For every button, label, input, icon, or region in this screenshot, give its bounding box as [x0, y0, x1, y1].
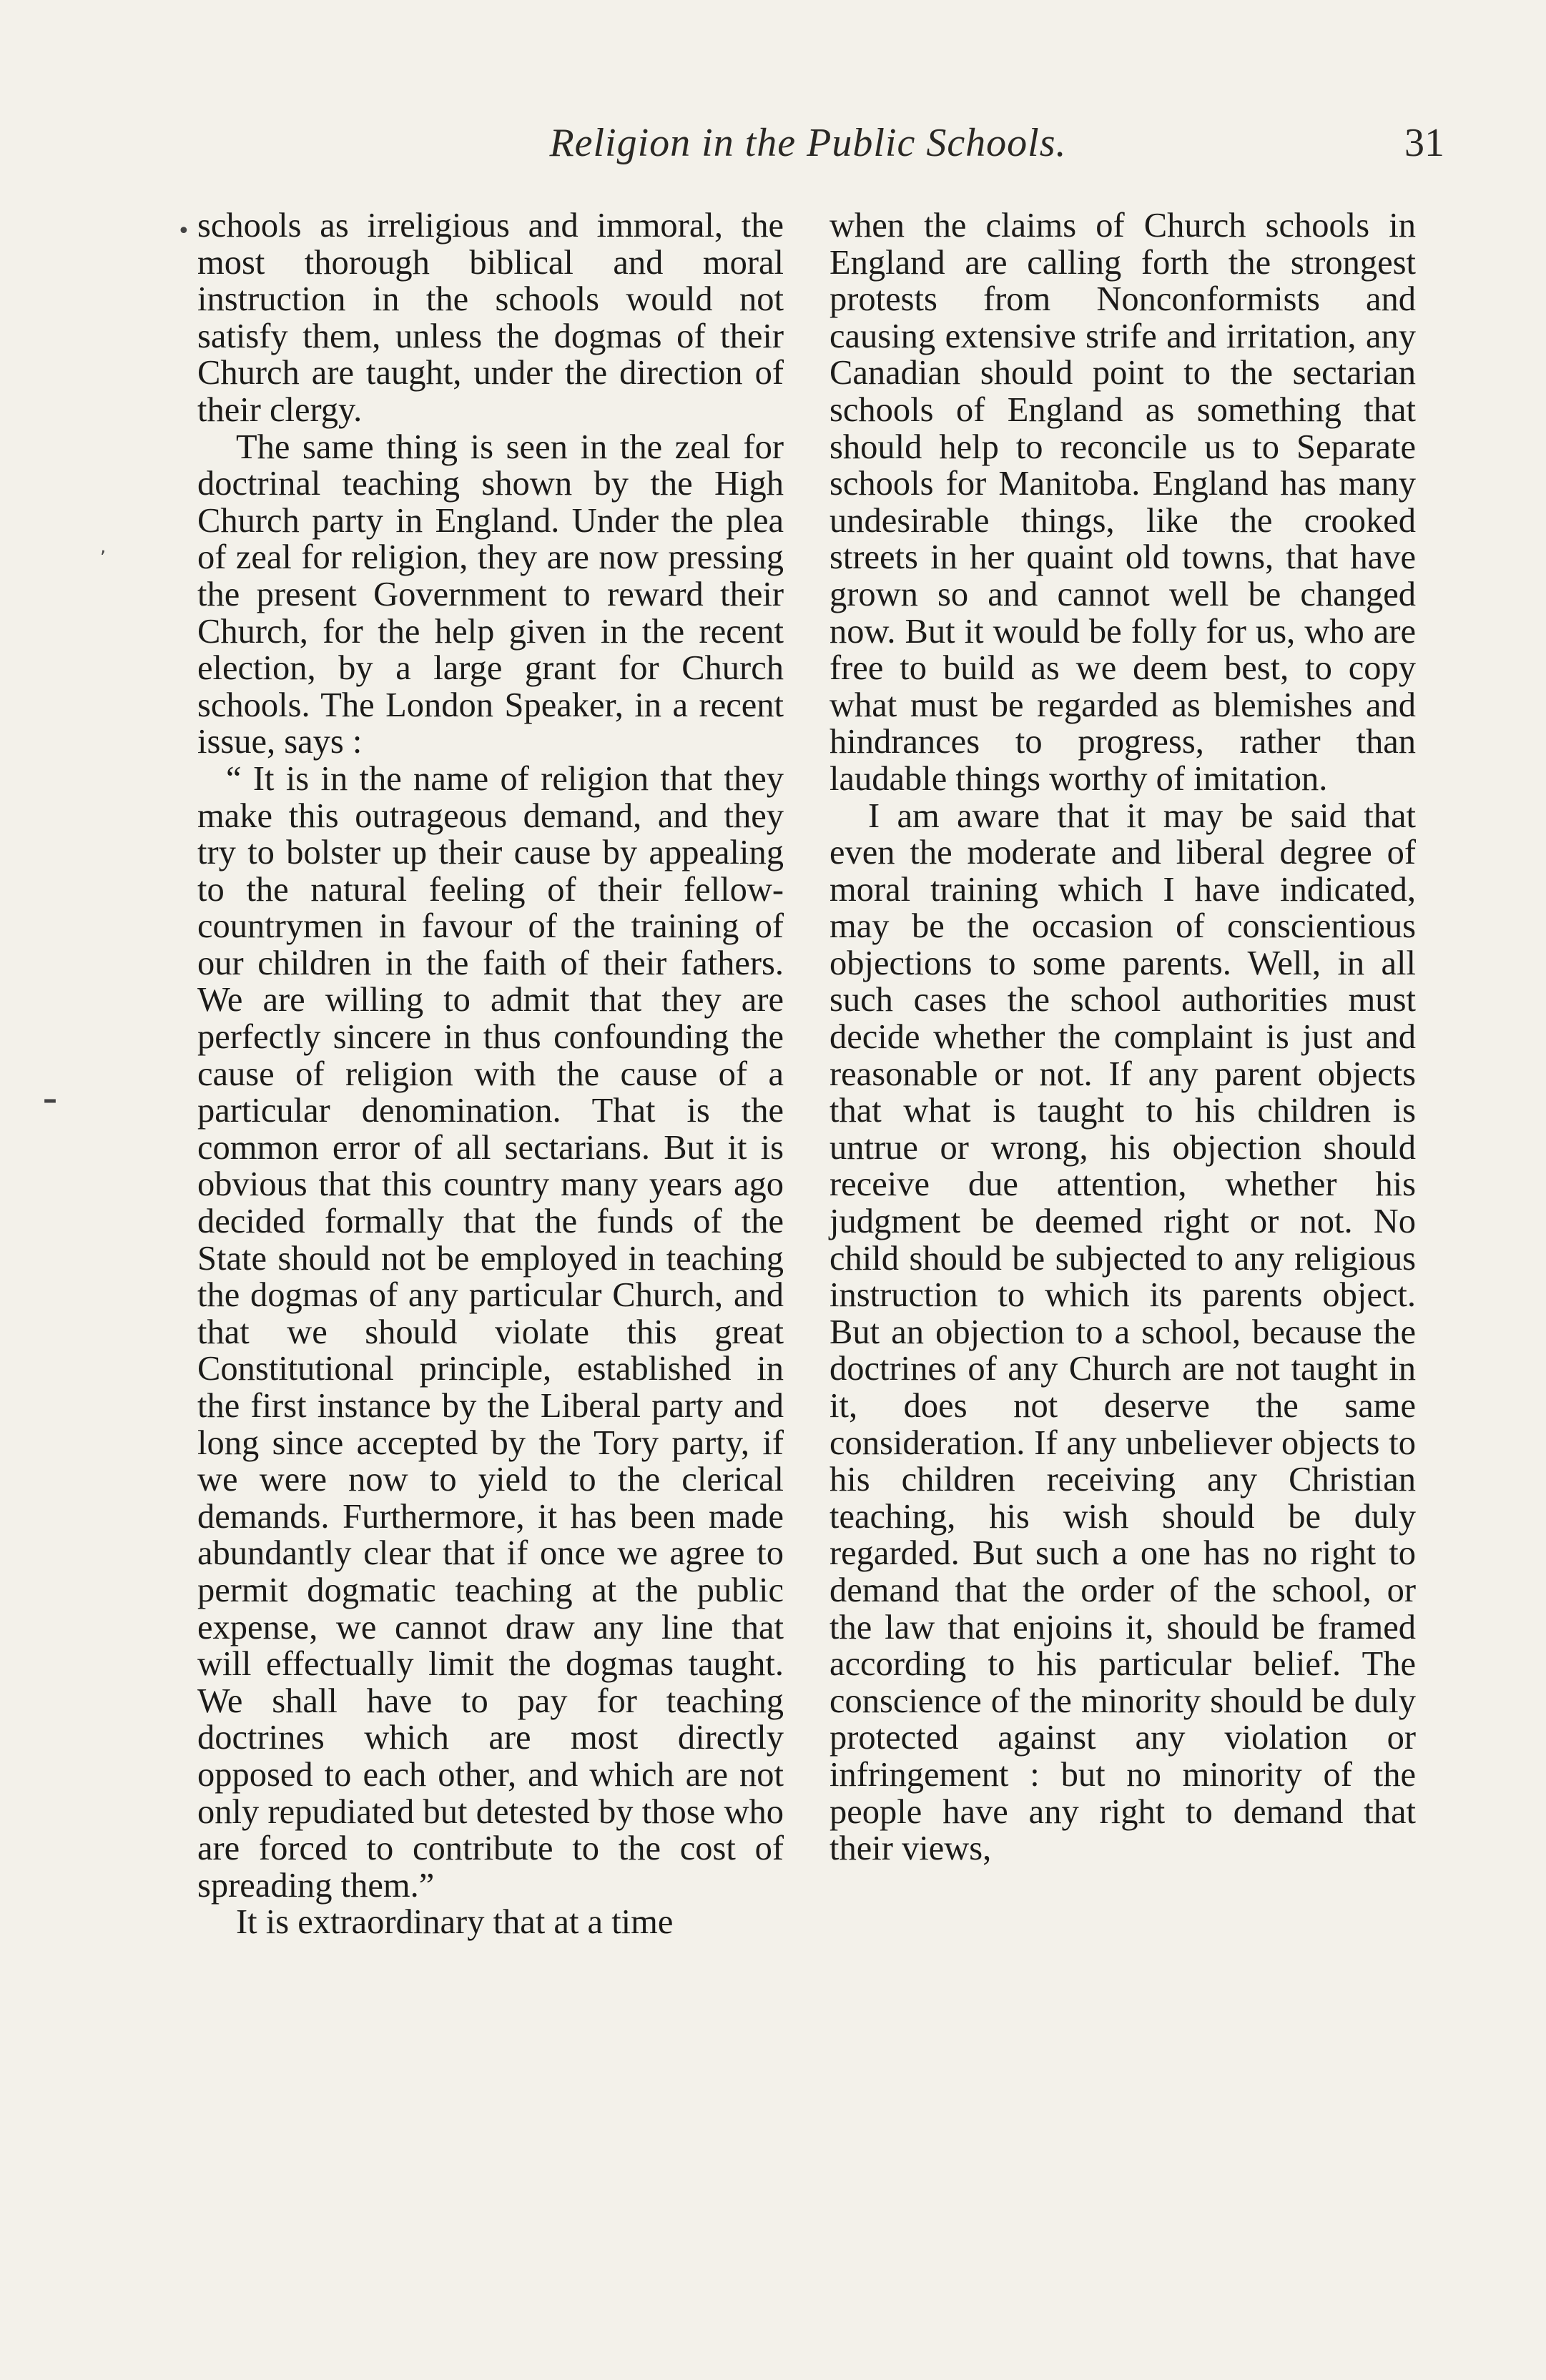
page-number: 31 — [1404, 121, 1444, 165]
paragraph: schools as irreligious and immoral, the most thorough biblical and moral instruction in the schools would not satisfy them, unless the dogmas of their Church are taught, under the direction of their clergy. — [197, 207, 784, 429]
paragraph: It is extraordinary that at a time — [236, 1903, 674, 1942]
margin-dash-mark: – — [43, 1083, 57, 1116]
print-speck-mark: • — [177, 219, 190, 244]
paragraph: I am aware that it may be said that even the moderate and liberal degree of moral training which I have indicated, may be the occasion of conscientious objections to some parents. Well, in all such cases the school authorities must decide whether the complaint is just and reasonable or not. If any parent objects that what is taught to his children is untrue or wrong, his objection should receive due attention, whether his judgment be deemed right or not. No child should be subjected to any religious instruction to which its parents object. But an objection to a school, because the doctrines of any Church are not taught in it, does not deserve the same consideration. If any unbeliever objects to his children receiving any Christian teaching, his wish should be duly regarded. But such a one has no right to demand that the order of the school, or the law that enjoins it, should be framed according to his particular belief. The conscience of the minority should be duly protected against any violation or infringement : but no minority of the people have any right to demand that their views, — [829, 796, 1416, 1868]
print-speck-mark: , — [100, 536, 107, 558]
paragraph: when the claims of Church schools in England are calling forth the strongest protests from Nonconformists and causing extensive strife and irritation, any Canadian should point to the sectarian schools of England as something that should help to reconcile us to Separate schools for Manitoba. England has many undesirable things, like the crooked streets in her quaint old towns, that have grown so and cannot well be changed now. But it would be folly for us, who are free to build as we deem best, to copy what must be regarded as blemishes and hindrances to progress, rather than laudable things worthy of imitation. — [829, 207, 1416, 798]
running-title: Religion in the Public Schools. — [549, 121, 1067, 165]
page-header — [200, 120, 1444, 170]
paragraph: The same thing is seen in the zeal for doctrinal teaching shown by the High Church party in England. Under the plea of zeal for religion, they are now pressing the present Government to reward their Church, for the help given in the recent election, by a large grant for Church schools. The London Speaker, in a recent issue, says : — [197, 428, 784, 761]
right-column — [829, 207, 1416, 1867]
left-column — [197, 207, 784, 1941]
block-quote: “ It is in the name of religion that they make this outrageous demand, and they try to bolster up their cause by appealing to the natural feeling of their fellow-countrymen in favour of the training of our children in the faith of their fathers. We are willing to admit that they are perfectly sincere in thus confounding the cause of religion with the cause of a particular denomination. That is the common error of all sectarians. But it is obvious that this country many years ago decided formally that the funds of the State should not be employed in teaching the dogmas of any particular Church, and that we should violate this great Constitutional principle, established in the first instance by the Liberal party and long since accepted by the Tory party, if we were now to yield to the clerical demands. Furthermore, it has been made abundantly clear that if once we agree to permit dogmatic teaching at the public expense, we cannot draw any line that will effectually limit the dogmas taught. We shall have to pay for teaching doctrines which are most directly opposed to each other, and which are not only repudiated but detested by those who are forced to contribute to the cost of spreading them.” — [197, 759, 784, 1905]
